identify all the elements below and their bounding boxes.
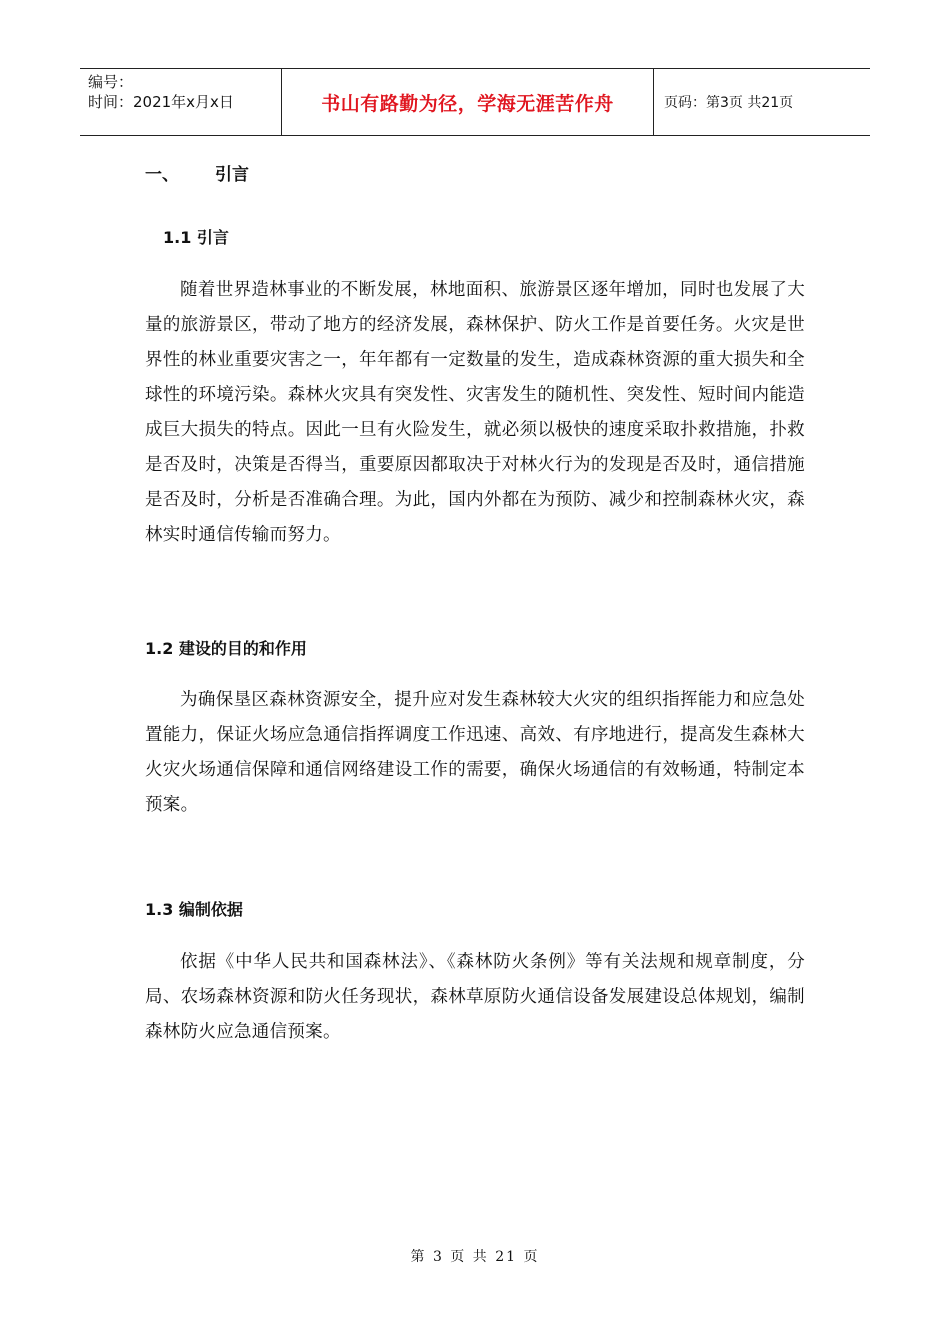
motto-text: 书山有路勤为径，学海无涯苦作舟 bbox=[321, 92, 614, 115]
document-header bbox=[80, 68, 870, 136]
header-motto-cell bbox=[281, 69, 654, 135]
number-label: 编号： bbox=[88, 73, 134, 91]
paragraph-introduction: 随着世界造林事业的不断发展，林地面积、旅游景区逐年增加，同时也发展了大量的旅游景区，带动了地方的经济发展，森林保护、防火工作是首要任务。火灾是世界性的林业重要灾害之一，年年都有一定数量的发生，造成森林资源的重大损失和全球性的环境污染。森林火灾具有突发性、灾害发生的随机性、突发性、短时间内能造成巨大损失的特点。因此一旦有火险发生，就必须以极快的速度采取扑救措施，扑救是否及时，决策是否得当，重要原因都取决于对林火行为的发现是否及时，通信措施是否及时，分析是否准确合理。为此，国内外都在为预防、减少和控制森林火灾，森林实时通信传输而努力。 bbox=[145, 280, 805, 545]
section-number: 一、 bbox=[145, 165, 179, 185]
header-meta-cell bbox=[80, 69, 281, 135]
header-page-cell bbox=[654, 69, 870, 135]
page-info: 页码：第3页 共21页 bbox=[664, 95, 794, 111]
paragraph-purpose: 为确保垦区森林资源安全，提升应对发生森林较大火灾的组织指挥能力和应急处置能力，保证火场应急通信指挥调度工作迅速、高效、有序地进行，提高发生森林大火灾火场通信保障和通信网络建设工作的需要，确保火场通信的有效畅通，特制定本预案。 bbox=[145, 690, 805, 815]
subsection-heading-1-3: 1.3 编制依据 bbox=[145, 900, 243, 919]
page-footer: 第 3 页 共 21 页 bbox=[410, 1249, 540, 1265]
paragraph-basis: 依据《中华人民共和国森林法》、《森林防火条例》等有关法规和规章制度，分局、农场森林资源和防火任务现状，森林草原防火通信设备发展建设总体规划，编制森林防火应急通信预案。 bbox=[145, 952, 805, 1042]
section-title: 引言 bbox=[215, 165, 249, 185]
subsection-heading-1-1: 1.1 引言 bbox=[163, 228, 229, 247]
section-heading bbox=[145, 160, 249, 185]
date-label: 时间：2021年x月x日 bbox=[88, 93, 234, 111]
subsection-heading-1-2: 1.2 建设的目的和作用 bbox=[145, 639, 307, 658]
